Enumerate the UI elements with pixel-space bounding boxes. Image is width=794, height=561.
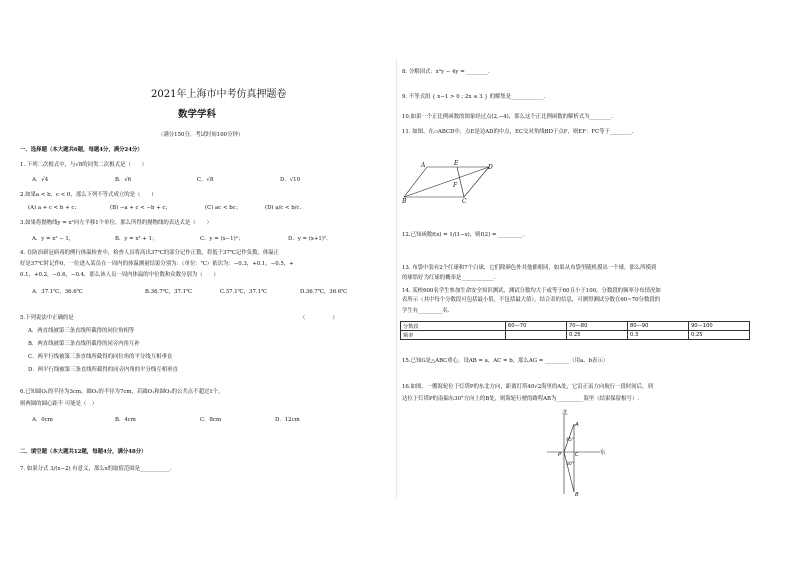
q6-option-a: A．0cm (32, 417, 53, 423)
label-c: C (462, 198, 467, 205)
section1-heading: 一、选择题（本大题共6题，每题4分，满分24分） (20, 147, 143, 153)
q6-option-b: B．4cm (115, 417, 136, 423)
q11: 11. 如图，在▱ABCD中，点E是边AD的中点，EC交对角线BD于点F，则EF：FC等于________. (402, 129, 634, 135)
right-column (397, 0, 794, 561)
q1-option-a: A．√4 (32, 177, 49, 183)
line-pb (564, 452, 574, 492)
q5-paren: （ ） (300, 315, 338, 321)
q4-line3: 0.1，+0.2，−0.6，−0.4，那么该人员一周内体温的中位数和众数分别为（ ） (20, 272, 219, 278)
q1-option-d: D．√10 (280, 177, 301, 183)
frequency-table (400, 321, 750, 340)
q4-option-d: D.36.7℃，36.6℃ (300, 289, 348, 295)
label-d: D (488, 164, 493, 171)
q3-option-d: D．y = (x+1)²． (288, 236, 332, 242)
table-header-cell: 90—100 (689, 322, 750, 331)
q3-option-b: B．y = x² + 1； (115, 236, 158, 242)
q5-option-c: C．两平行线被第三条直线所截得的同位角的平分线互相垂直 (28, 354, 173, 360)
q14-line3: 学生有_________名. (402, 308, 450, 314)
page-title: 2021年上海市中考仿真押题卷 (151, 89, 287, 100)
table-header-cell: 60—70 (506, 322, 567, 331)
q14-line2: 表所示（其中每个分数段可包括最小值，不包括最大值），结合表的信息，可测得测试分数在60~70分数段的 (402, 297, 661, 303)
q7: 7. 如果分式 3/(x−2) 有意义，那么x的取值范围是___________. (20, 466, 172, 472)
section2-heading: 二、填空题（本大题共12题，每题4分，满分48分） (20, 449, 147, 455)
label-east: 东 (600, 450, 606, 456)
q2-option-a: (A) a + c < b + c； (28, 205, 80, 211)
q14-line1: 14. 某校600名学生参加生命安全知识测试，测试分数均大于或等于60且小于100，分数段的频率分布情况如 (402, 288, 661, 294)
q2-option-c: (C) ac < bc； (205, 205, 242, 211)
label-b: B (402, 198, 407, 205)
q2-stem: 2.如果a < b，c < 0，那么下列不等式成立的是（ ） (20, 192, 157, 198)
q5-option-a: A．两直线被第三条直线所截得的同位角相等 (28, 328, 135, 334)
segment-ec (457, 167, 464, 197)
q6-line2: 则两圆的圆心距不 可能是（ ） (20, 401, 98, 407)
exam-info: （满分150分，考试时间100分钟） (158, 132, 244, 138)
q9: 9. 不等式组 { x−1 > 0 ; 2x ≤ 3 } 的解集是____________. (402, 94, 546, 100)
q1-option-c: C．√8 (197, 177, 214, 183)
parallelogram-figure (402, 157, 492, 207)
label-p: P (558, 452, 562, 458)
q4-option-c: C.37.1℃，37.1℃ (220, 289, 268, 295)
table-cell: 0.25 (689, 331, 750, 340)
q3-option-a: A．y = x² − 1， (32, 236, 75, 242)
q15: 15.已知G是△ABC重心，设AB = a，AC = b，那么AG = _________（用a、b表示） (402, 358, 609, 364)
q1-option-b: B．√6 (115, 177, 132, 183)
q5-stem: 5.下列说法中正确的是 (20, 315, 74, 321)
angle-30: 30° (566, 462, 574, 467)
label-e: E (454, 160, 459, 167)
subject-title: 数学学科 (178, 109, 217, 120)
q4-line1: 4. 在防治新冠病毒的例行体温检查中，检查人员将高出37℃的部分记作正数，将低于37℃记作负数，体温正 (20, 250, 280, 256)
q16-line1: 16.如图，一艘海轮位于灯塔P的东北方向，距离灯塔40√2海里的A处，它沿正南方向航行一段时间后，到 (402, 384, 653, 390)
lighthouse-figure (542, 410, 612, 498)
angle-45: 45° (566, 438, 574, 443)
q10: 10.如果一个正比例函数的图象经过点(2,−4)，那么这个正比例函数的解析式为________. (402, 114, 613, 120)
q6-option-d: D．12cm (275, 417, 300, 423)
q3-option-c: C．y = (x−1)²； (200, 236, 244, 242)
q13-line2: 的球恰好为红球的概率是____________. (402, 275, 496, 281)
table-cell (506, 331, 567, 340)
q2-option-b: (B) −a + c < −b + c； (110, 205, 171, 211)
q6-line1: 6.已知圆O₁的半径为3cm，圆O₂的半径为7cm，若圆O₁和圆O₂的公共点不超过1个， (20, 389, 224, 395)
q2-option-d: (D) a/c < b/c. (265, 205, 302, 211)
q5-option-b: B．两直线被第三条直线所截得的同旁内角互补 (28, 341, 140, 347)
q13-line1: 13. 布袋中装有2个红球和7个白球，它们除颜色外其他都相同，如果从布袋里随机摸出一个球，那么所摸到 (402, 265, 657, 271)
table-cell: 频率 (401, 331, 506, 340)
q5-option-d: D．两平行线被第三条直线所截得的同旁内角的平分线互相垂直 (28, 367, 178, 373)
table-header-cell: 分数段 (401, 322, 506, 331)
table-header-cell: 70—80 (567, 322, 628, 331)
label-north: 北 (562, 410, 568, 416)
q4-option-b: B.36.7℃，37.1℃ (145, 289, 193, 295)
q8: 8. 分解因式：x²y − 4y = ________. (402, 69, 490, 75)
q4-option-a: A．37.1℃，36.6℃ (32, 289, 83, 295)
q4-line2: 好是37℃时记作0，一位进入某员在一周内的体温测量结果分别为：（单位：℃）依次为：−0.3，+0.1，−0.5，+ (20, 261, 294, 267)
table-header-row (401, 322, 750, 331)
q3-stem: 3.如果将抛物线y = x²向左平移1个单位，那么所得的抛物线的表达式是（ ） (20, 220, 212, 226)
q12: 12.已知函数f(x) = 1/(1−x)，则f(2) = _________. (402, 232, 525, 238)
q1-stem: 1. 下列二次根式中，与√8的同类二次根式是（ ） (20, 162, 147, 168)
label-c: C (575, 452, 579, 458)
label-a: A (575, 422, 579, 428)
table-row (401, 331, 750, 340)
label-f: F (453, 182, 458, 189)
label-a: A (421, 162, 426, 169)
q16-line2: 达位于灯塔P的南偏东30°方向上的B处，则海轮行驶的路程AB为__________海里（结果保留根号）. (402, 396, 639, 402)
table-cell: 0.3 (628, 331, 689, 340)
label-b: B (575, 492, 579, 498)
table-header-cell: 80—90 (628, 322, 689, 331)
table-cell: 0.25 (567, 331, 628, 340)
q6-option-c: C．8cm (200, 417, 222, 423)
